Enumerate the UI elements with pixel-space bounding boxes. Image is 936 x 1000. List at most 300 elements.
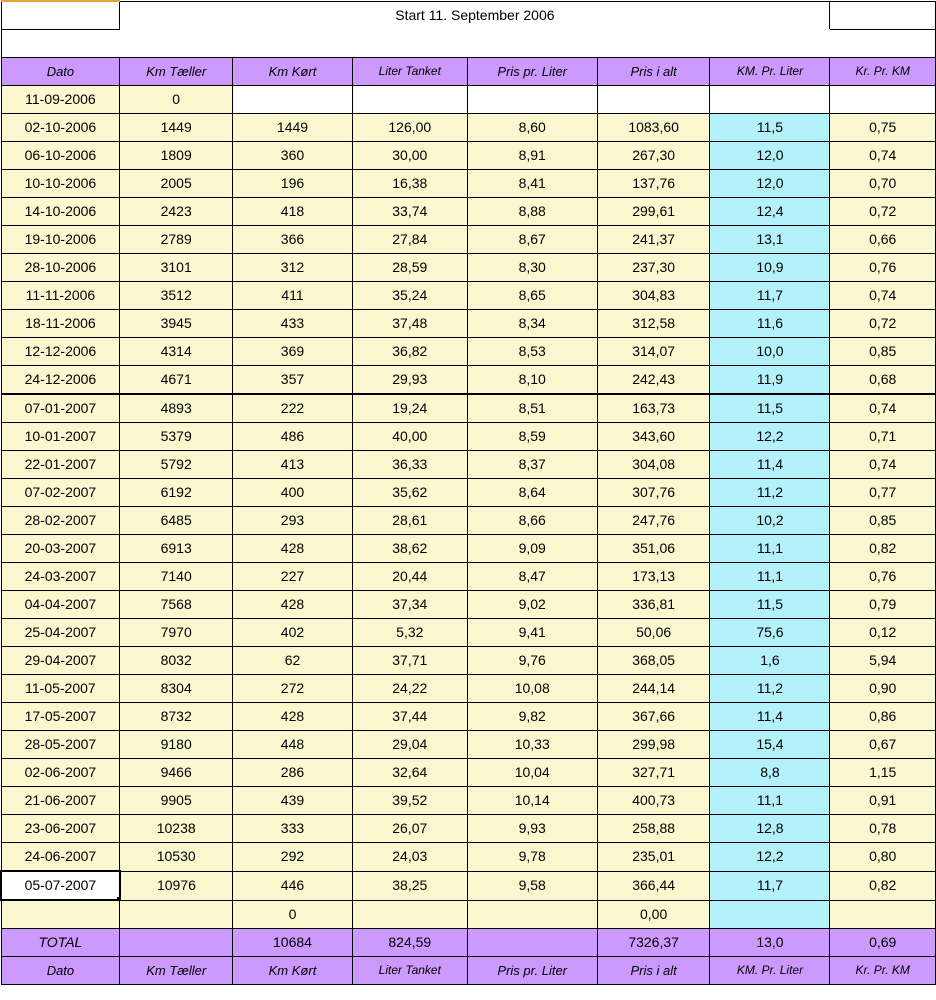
table-row[interactable]: [1, 591, 936, 619]
cell-liter-tanket[interactable]: 37,71: [352, 647, 467, 675]
footer-header-km-pr-liter[interactable]: KM. Pr. Liter: [710, 957, 830, 985]
cell-km-kort[interactable]: 312: [233, 254, 353, 282]
cell-liter-tanket[interactable]: 35,24: [352, 282, 467, 310]
cell-kr-pr-km[interactable]: 0,71: [830, 423, 936, 451]
cell-kr-pr-km[interactable]: 0,77: [830, 479, 936, 507]
cell-dato[interactable]: 11-09-2006: [1, 86, 120, 114]
cell-kr-pr-km[interactable]: 0,12: [830, 619, 936, 647]
cell-liter-tanket[interactable]: [352, 900, 467, 929]
cell-liter-tanket[interactable]: [352, 86, 467, 114]
cell-km-taeller[interactable]: 6913: [120, 535, 233, 563]
cell-pris-pr-liter[interactable]: 10,04: [467, 759, 597, 787]
cell-pris-i-alt[interactable]: 314,07: [597, 338, 710, 366]
col-header-km-pr-liter[interactable]: KM. Pr. Liter: [710, 58, 830, 86]
cell-pris-pr-liter[interactable]: 8,64: [467, 479, 597, 507]
cell-km-pr-liter[interactable]: 11,2: [710, 479, 830, 507]
cell-km-taeller[interactable]: 10976: [120, 871, 233, 900]
cell-pris-pr-liter[interactable]: 8,47: [467, 563, 597, 591]
cell-km-kort[interactable]: 366: [233, 226, 353, 254]
cell-liter-tanket[interactable]: 5,32: [352, 619, 467, 647]
cell-km-pr-liter[interactable]: 11,1: [710, 563, 830, 591]
cell-kr-pr-km[interactable]: 1,15: [830, 759, 936, 787]
cell-dato[interactable]: 07-02-2007: [1, 479, 120, 507]
cell-km-pr-liter[interactable]: 12,2: [710, 423, 830, 451]
cell-liter-tanket[interactable]: 39,52: [352, 787, 467, 815]
cell-km-taeller[interactable]: 10530: [120, 843, 233, 872]
cell-km-taeller[interactable]: 8304: [120, 675, 233, 703]
cell-dato-text: 05-07-2007: [24, 877, 97, 893]
cell-kr-pr-km[interactable]: 0,90: [830, 675, 936, 703]
table-row[interactable]: [1, 170, 936, 198]
cell-km-taeller[interactable]: 7970: [120, 619, 233, 647]
cell-dato[interactable]: 10-10-2006: [1, 170, 120, 198]
cell-km-kort[interactable]: 357: [233, 366, 353, 395]
cell-pris-i-alt[interactable]: 367,66: [597, 703, 710, 731]
cell-km-pr-liter[interactable]: 10,2: [710, 507, 830, 535]
spacer-row: [1, 30, 936, 58]
cell-pris-i-alt[interactable]: 312,58: [597, 310, 710, 338]
table-row[interactable]: [1, 675, 936, 703]
cell-liter-tanket[interactable]: 37,48: [352, 310, 467, 338]
header-row-top: [1, 58, 936, 86]
cell-kr-pr-km[interactable]: 0,72: [830, 198, 936, 226]
cell-liter-tanket[interactable]: 36,33: [352, 451, 467, 479]
cell-pris-pr-liter[interactable]: 10,33: [467, 731, 597, 759]
cell-kr-pr-km[interactable]: 0,79: [830, 591, 936, 619]
cell-pris-pr-liter[interactable]: [467, 900, 597, 929]
cell-pris-pr-liter[interactable]: [467, 86, 597, 114]
cell-dato[interactable]: 17-05-2007: [1, 703, 120, 731]
cell-km-kort[interactable]: 227: [233, 563, 353, 591]
cell-km-pr-liter[interactable]: 75,6: [710, 619, 830, 647]
cell-kr-pr-km[interactable]: 5,94: [830, 647, 936, 675]
cell-liter-tanket[interactable]: 16,38: [352, 170, 467, 198]
cell-km-taeller[interactable]: 3945: [120, 310, 233, 338]
cell-km-taeller[interactable]: 8732: [120, 703, 233, 731]
table-row[interactable]: [1, 254, 936, 282]
cell-km-pr-liter[interactable]: 12,8: [710, 815, 830, 843]
table-row[interactable]: [1, 142, 936, 170]
cell-km-pr-liter[interactable]: 10,9: [710, 254, 830, 282]
cell-liter-tanket[interactable]: 37,44: [352, 703, 467, 731]
cell-dato[interactable]: 24-06-2007: [1, 843, 120, 872]
cell-km-pr-liter[interactable]: 10,0: [710, 338, 830, 366]
cell-kr-pr-km[interactable]: 0,70: [830, 170, 936, 198]
cell-liter-tanket[interactable]: 30,00: [352, 142, 467, 170]
cell-km-taeller[interactable]: 4314: [120, 338, 233, 366]
cell-pris-i-alt[interactable]: 351,06: [597, 535, 710, 563]
cell-km-kort[interactable]: 196: [233, 170, 353, 198]
selected-cell-dato[interactable]: [1, 871, 120, 900]
cell-pris-i-alt[interactable]: 235,01: [597, 843, 710, 872]
cell-dato[interactable]: 29-04-2007: [1, 647, 120, 675]
cell-dato[interactable]: 11-05-2007: [1, 675, 120, 703]
spacer-cell: [1, 30, 936, 58]
cell-km-kort[interactable]: 0: [233, 900, 353, 929]
footer-header-km-kort[interactable]: Km Kørt: [233, 957, 353, 985]
cell-dato[interactable]: 24-12-2006: [1, 366, 120, 395]
cell-pris-i-alt[interactable]: 400,73: [597, 787, 710, 815]
cell-liter-tanket[interactable]: 33,74: [352, 198, 467, 226]
cell-km-pr-liter[interactable]: 11,1: [710, 535, 830, 563]
table-row[interactable]: [1, 731, 936, 759]
cell-pris-i-alt[interactable]: 137,76: [597, 170, 710, 198]
cell-km-pr-liter[interactable]: 11,1: [710, 787, 830, 815]
cell-liter-tanket[interactable]: 29,93: [352, 366, 467, 395]
cell-kr-pr-km[interactable]: 0,76: [830, 254, 936, 282]
footer-header-kr-pr-km[interactable]: Kr. Pr. KM: [830, 957, 936, 985]
cell-km-taeller[interactable]: 1809: [120, 142, 233, 170]
cell-kr-pr-km[interactable]: 0,74: [830, 282, 936, 310]
cell-dato[interactable]: 02-10-2006: [1, 114, 120, 142]
cell-pris-pr-liter[interactable]: 8,34: [467, 310, 597, 338]
table-row[interactable]: [1, 647, 936, 675]
cell-km-pr-liter[interactable]: [710, 900, 830, 929]
cell-dato[interactable]: 28-10-2006: [1, 254, 120, 282]
cell-km-taeller[interactable]: 4671: [120, 366, 233, 395]
cell-dato[interactable]: 11-11-2006: [1, 282, 120, 310]
cell-km-pr-liter[interactable]: 11,7: [710, 282, 830, 310]
cell-pris-pr-liter[interactable]: 9,02: [467, 591, 597, 619]
cell-km-kort[interactable]: [233, 86, 353, 114]
cell-pris-pr-liter[interactable]: 8,67: [467, 226, 597, 254]
table-row[interactable]: [1, 535, 936, 563]
cell-km-kort[interactable]: 411: [233, 282, 353, 310]
cell-pris-i-alt[interactable]: 163,73: [597, 394, 710, 423]
cell-kr-pr-km[interactable]: [830, 900, 936, 929]
cell-dato[interactable]: 24-03-2007: [1, 563, 120, 591]
cell-km-kort[interactable]: 293: [233, 507, 353, 535]
cell-km-taeller[interactable]: 9466: [120, 759, 233, 787]
cell-liter-tanket[interactable]: 19,24: [352, 394, 467, 423]
table-row[interactable]: [1, 451, 936, 479]
cell-km-pr-liter[interactable]: 15,4: [710, 731, 830, 759]
footer-header-dato[interactable]: Dato: [1, 957, 120, 985]
page-title: Start 11. September 2006: [120, 1, 830, 30]
cell-pris-i-alt[interactable]: [597, 86, 710, 114]
total-km-taeller: [120, 929, 233, 957]
cell-km-kort[interactable]: 369: [233, 338, 353, 366]
cell-km-taeller[interactable]: 9905: [120, 787, 233, 815]
cell-km-kort[interactable]: 402: [233, 619, 353, 647]
cell-pris-pr-liter[interactable]: 10,08: [467, 675, 597, 703]
cell-kr-pr-km[interactable]: 0,72: [830, 310, 936, 338]
cell-pris-pr-liter[interactable]: 8,51: [467, 394, 597, 423]
cell-dato[interactable]: 20-03-2007: [1, 535, 120, 563]
cell-liter-tanket[interactable]: 20,44: [352, 563, 467, 591]
cell-pris-i-alt[interactable]: 267,30: [597, 142, 710, 170]
table-row[interactable]: [1, 815, 936, 843]
cell-pris-pr-liter[interactable]: 8,65: [467, 282, 597, 310]
table-row[interactable]: [1, 394, 936, 423]
cell-km-taeller[interactable]: 7568: [120, 591, 233, 619]
cell-km-kort[interactable]: 439: [233, 787, 353, 815]
cell-pris-i-alt[interactable]: 304,08: [597, 451, 710, 479]
cell-dato[interactable]: 22-01-2007: [1, 451, 120, 479]
cell-pris-i-alt[interactable]: 299,61: [597, 198, 710, 226]
cell-pris-i-alt[interactable]: 242,43: [597, 366, 710, 395]
total-pris-pr-liter: [467, 929, 597, 957]
cell-km-pr-liter[interactable]: 11,5: [710, 591, 830, 619]
cell-km-taeller[interactable]: [120, 900, 233, 929]
cell-pris-i-alt[interactable]: 0,00: [597, 900, 710, 929]
cell-pris-i-alt[interactable]: 299,98: [597, 731, 710, 759]
cell-liter-tanket[interactable]: 37,34: [352, 591, 467, 619]
cell-km-taeller[interactable]: 7140: [120, 563, 233, 591]
cell-km-pr-liter[interactable]: 12,0: [710, 170, 830, 198]
col-header-kr-pr-km[interactable]: Kr. Pr. KM: [830, 58, 936, 86]
cell-liter-tanket[interactable]: 29,04: [352, 731, 467, 759]
cell-kr-pr-km[interactable]: 0,74: [830, 451, 936, 479]
cell-kr-pr-km[interactable]: 0,67: [830, 731, 936, 759]
cell-pris-i-alt[interactable]: 304,83: [597, 282, 710, 310]
footer-header-pris-pr-liter[interactable]: Pris pr. Liter: [467, 957, 597, 985]
cell-pris-i-alt[interactable]: 1083,60: [597, 114, 710, 142]
footer-header-liter-tanket[interactable]: Liter Tanket: [352, 957, 467, 985]
table-row[interactable]: [1, 114, 936, 142]
table-row[interactable]: [1, 507, 936, 535]
cell-km-kort[interactable]: 1449: [233, 114, 353, 142]
cell-km-kort[interactable]: 222: [233, 394, 353, 423]
cell-liter-tanket[interactable]: 32,64: [352, 759, 467, 787]
table-row[interactable]: [1, 787, 936, 815]
cell-pris-i-alt[interactable]: 366,44: [597, 871, 710, 900]
cell-km-kort[interactable]: 413: [233, 451, 353, 479]
total-row: [1, 929, 936, 957]
cell-km-pr-liter[interactable]: [710, 86, 830, 114]
cell-kr-pr-km[interactable]: 0,74: [830, 142, 936, 170]
cell-pris-pr-liter[interactable]: 8,30: [467, 254, 597, 282]
cell-km-taeller[interactable]: 6192: [120, 479, 233, 507]
cell-km-kort[interactable]: 448: [233, 731, 353, 759]
cell-pris-pr-liter[interactable]: 8,91: [467, 142, 597, 170]
footer-header-km-taeller[interactable]: Km Tæller: [120, 957, 233, 985]
cell-liter-tanket[interactable]: 28,61: [352, 507, 467, 535]
cell-pris-i-alt[interactable]: 244,14: [597, 675, 710, 703]
cell-pris-i-alt[interactable]: 327,71: [597, 759, 710, 787]
table-row[interactable]: [1, 619, 936, 647]
cell-pris-pr-liter[interactable]: 9,09: [467, 535, 597, 563]
table-row[interactable]: [1, 900, 936, 929]
total-liter-tanket: 824,59: [352, 929, 467, 957]
cell-pris-i-alt[interactable]: 241,37: [597, 226, 710, 254]
cell-km-pr-liter[interactable]: 1,6: [710, 647, 830, 675]
cell-liter-tanket[interactable]: 35,62: [352, 479, 467, 507]
cell-km-taeller[interactable]: 5792: [120, 451, 233, 479]
cell-km-kort[interactable]: 428: [233, 591, 353, 619]
cell-liter-tanket[interactable]: 38,25: [352, 871, 467, 900]
table-row[interactable]: [1, 479, 936, 507]
cell-pris-pr-liter[interactable]: 8,53: [467, 338, 597, 366]
cell-dato[interactable]: 21-06-2007: [1, 787, 120, 815]
cell-km-kort[interactable]: 62: [233, 647, 353, 675]
cell-dato[interactable]: [1, 900, 120, 929]
table-row[interactable]: [1, 226, 936, 254]
cell-kr-pr-km[interactable]: 0,86: [830, 703, 936, 731]
cell-liter-tanket[interactable]: 38,62: [352, 535, 467, 563]
cell-km-pr-liter[interactable]: 11,4: [710, 451, 830, 479]
cell-km-kort[interactable]: 360: [233, 142, 353, 170]
cell-km-pr-liter[interactable]: 12,4: [710, 198, 830, 226]
cell-pris-pr-liter[interactable]: 8,59: [467, 423, 597, 451]
cell-km-kort[interactable]: 272: [233, 675, 353, 703]
cell-pris-i-alt[interactable]: 50,06: [597, 619, 710, 647]
total-kr-pr-km: 0,69: [830, 929, 936, 957]
col-header-pris-i-alt[interactable]: Pris i alt: [597, 58, 710, 86]
cell-liter-tanket[interactable]: 24,03: [352, 843, 467, 872]
cell-kr-pr-km[interactable]: [830, 86, 936, 114]
cell-dato[interactable]: 14-10-2006: [1, 198, 120, 226]
cell-km-kort[interactable]: 333: [233, 815, 353, 843]
footer-header-pris-i-alt[interactable]: Pris i alt: [597, 957, 710, 985]
table-row[interactable]: [1, 338, 936, 366]
cell-km-kort[interactable]: 428: [233, 535, 353, 563]
cell-km-taeller[interactable]: 3512: [120, 282, 233, 310]
cell-dato[interactable]: 06-10-2006: [1, 142, 120, 170]
cell-pris-pr-liter[interactable]: 9,93: [467, 815, 597, 843]
cell-kr-pr-km[interactable]: 0,66: [830, 226, 936, 254]
cell-dato[interactable]: 28-05-2007: [1, 731, 120, 759]
cell-liter-tanket[interactable]: 27,84: [352, 226, 467, 254]
cell-kr-pr-km[interactable]: 0,82: [830, 871, 936, 900]
cell-dato[interactable]: 07-01-2007: [1, 394, 120, 423]
cell-pris-pr-liter[interactable]: 9,58: [467, 871, 597, 900]
cell-dato[interactable]: 04-04-2007: [1, 591, 120, 619]
cell-dato[interactable]: 28-02-2007: [1, 507, 120, 535]
cell-km-taeller[interactable]: 4893: [120, 394, 233, 423]
table-row[interactable]: [1, 423, 936, 451]
table-row[interactable]: [1, 563, 936, 591]
cell-kr-pr-km[interactable]: 0,82: [830, 535, 936, 563]
cell-km-kort[interactable]: 428: [233, 703, 353, 731]
cell-liter-tanket[interactable]: 28,59: [352, 254, 467, 282]
cell-km-pr-liter[interactable]: 11,5: [710, 114, 830, 142]
table-row[interactable]: [1, 759, 936, 787]
cell-pris-pr-liter[interactable]: 8,37: [467, 451, 597, 479]
cell-km-taeller[interactable]: 8032: [120, 647, 233, 675]
cell-pris-pr-liter[interactable]: 8,41: [467, 170, 597, 198]
cell-km-taeller[interactable]: 2789: [120, 226, 233, 254]
fill-handle[interactable]: [117, 897, 120, 900]
cell-km-pr-liter[interactable]: 11,5: [710, 394, 830, 423]
cell-dato[interactable]: 23-06-2007: [1, 815, 120, 843]
cell-liter-tanket[interactable]: 36,82: [352, 338, 467, 366]
cell-dato[interactable]: 19-10-2006: [1, 226, 120, 254]
cell-kr-pr-km[interactable]: 0,80: [830, 843, 936, 872]
cell-pris-i-alt[interactable]: 247,76: [597, 507, 710, 535]
table-row[interactable]: [1, 366, 936, 395]
cell-kr-pr-km[interactable]: 0,78: [830, 815, 936, 843]
cell-km-taeller[interactable]: 6485: [120, 507, 233, 535]
col-header-dato[interactable]: Dato: [1, 58, 120, 86]
cell-km-kort[interactable]: 446: [233, 871, 353, 900]
cell-km-taeller[interactable]: 2005: [120, 170, 233, 198]
table-row[interactable]: [1, 282, 936, 310]
cell-km-pr-liter[interactable]: 12,2: [710, 843, 830, 872]
table-row[interactable]: [1, 86, 936, 114]
cell-pris-pr-liter[interactable]: 8,66: [467, 507, 597, 535]
title-accent-cell: [1, 1, 120, 30]
table-row[interactable]: [1, 198, 936, 226]
cell-km-taeller[interactable]: 3101: [120, 254, 233, 282]
cell-pris-pr-liter[interactable]: 9,76: [467, 647, 597, 675]
cell-km-kort[interactable]: 418: [233, 198, 353, 226]
cell-dato[interactable]: 25-04-2007: [1, 619, 120, 647]
total-label: TOTAL: [1, 929, 120, 957]
cell-pris-pr-liter[interactable]: 9,78: [467, 843, 597, 872]
cell-kr-pr-km[interactable]: 0,76: [830, 563, 936, 591]
cell-liter-tanket[interactable]: 126,00: [352, 114, 467, 142]
cell-kr-pr-km[interactable]: 0,91: [830, 787, 936, 815]
cell-km-kort[interactable]: 486: [233, 423, 353, 451]
cell-km-pr-liter[interactable]: 11,7: [710, 871, 830, 900]
col-header-km-kort[interactable]: Km Kørt: [233, 58, 353, 86]
cell-pris-i-alt[interactable]: 173,13: [597, 563, 710, 591]
cell-kr-pr-km[interactable]: 0,85: [830, 338, 936, 366]
cell-pris-pr-liter[interactable]: 8,10: [467, 366, 597, 395]
cell-km-taeller[interactable]: 10238: [120, 815, 233, 843]
table-row[interactable]: [1, 843, 936, 872]
cell-pris-pr-liter[interactable]: 8,88: [467, 198, 597, 226]
table-row[interactable]: [1, 310, 936, 338]
col-header-km-taeller[interactable]: Km Tæller: [120, 58, 233, 86]
cell-liter-tanket[interactable]: 40,00: [352, 423, 467, 451]
cell-pris-i-alt[interactable]: 258,88: [597, 815, 710, 843]
cell-km-pr-liter[interactable]: 11,4: [710, 703, 830, 731]
cell-km-kort[interactable]: 400: [233, 479, 353, 507]
cell-kr-pr-km[interactable]: 0,74: [830, 394, 936, 423]
cell-dato[interactable]: 18-11-2006: [1, 310, 120, 338]
cell-pris-i-alt[interactable]: 368,05: [597, 647, 710, 675]
cell-km-kort[interactable]: 292: [233, 843, 353, 872]
cell-pris-pr-liter[interactable]: 9,41: [467, 619, 597, 647]
cell-pris-pr-liter[interactable]: 10,14: [467, 787, 597, 815]
cell-km-taeller[interactable]: 2423: [120, 198, 233, 226]
cell-km-taeller[interactable]: 0: [120, 86, 233, 114]
cell-km-pr-liter[interactable]: 12,0: [710, 142, 830, 170]
cell-pris-i-alt[interactable]: 336,81: [597, 591, 710, 619]
cell-km-pr-liter[interactable]: 11,6: [710, 310, 830, 338]
cell-pris-i-alt[interactable]: 343,60: [597, 423, 710, 451]
cell-dato[interactable]: 12-12-2006: [1, 338, 120, 366]
cell-dato[interactable]: 02-06-2007: [1, 759, 120, 787]
cell-dato[interactable]: 10-01-2007: [1, 423, 120, 451]
cell-kr-pr-km[interactable]: 0,68: [830, 366, 936, 395]
cell-pris-pr-liter[interactable]: 9,82: [467, 703, 597, 731]
cell-liter-tanket[interactable]: 26,07: [352, 815, 467, 843]
cell-liter-tanket[interactable]: 24,22: [352, 675, 467, 703]
col-header-liter-tanket[interactable]: Liter Tanket: [352, 58, 467, 86]
total-km-kort: 10684: [233, 929, 353, 957]
cell-pris-i-alt[interactable]: 307,76: [597, 479, 710, 507]
cell-km-taeller[interactable]: 1449: [120, 114, 233, 142]
cell-km-pr-liter[interactable]: 11,9: [710, 366, 830, 395]
table-row[interactable]: [1, 871, 936, 900]
cell-km-pr-liter[interactable]: 11,2: [710, 675, 830, 703]
cell-km-taeller[interactable]: 9180: [120, 731, 233, 759]
cell-pris-i-alt[interactable]: 237,30: [597, 254, 710, 282]
col-header-pris-pr-liter[interactable]: Pris pr. Liter: [467, 58, 597, 86]
cell-kr-pr-km[interactable]: 0,85: [830, 507, 936, 535]
cell-km-kort[interactable]: 286: [233, 759, 353, 787]
cell-km-kort[interactable]: 433: [233, 310, 353, 338]
cell-km-taeller[interactable]: 5379: [120, 423, 233, 451]
cell-km-pr-liter[interactable]: 13,1: [710, 226, 830, 254]
cell-pris-pr-liter[interactable]: 8,60: [467, 114, 597, 142]
cell-km-pr-liter[interactable]: 8,8: [710, 759, 830, 787]
cell-kr-pr-km[interactable]: 0,75: [830, 114, 936, 142]
table-row[interactable]: [1, 703, 936, 731]
